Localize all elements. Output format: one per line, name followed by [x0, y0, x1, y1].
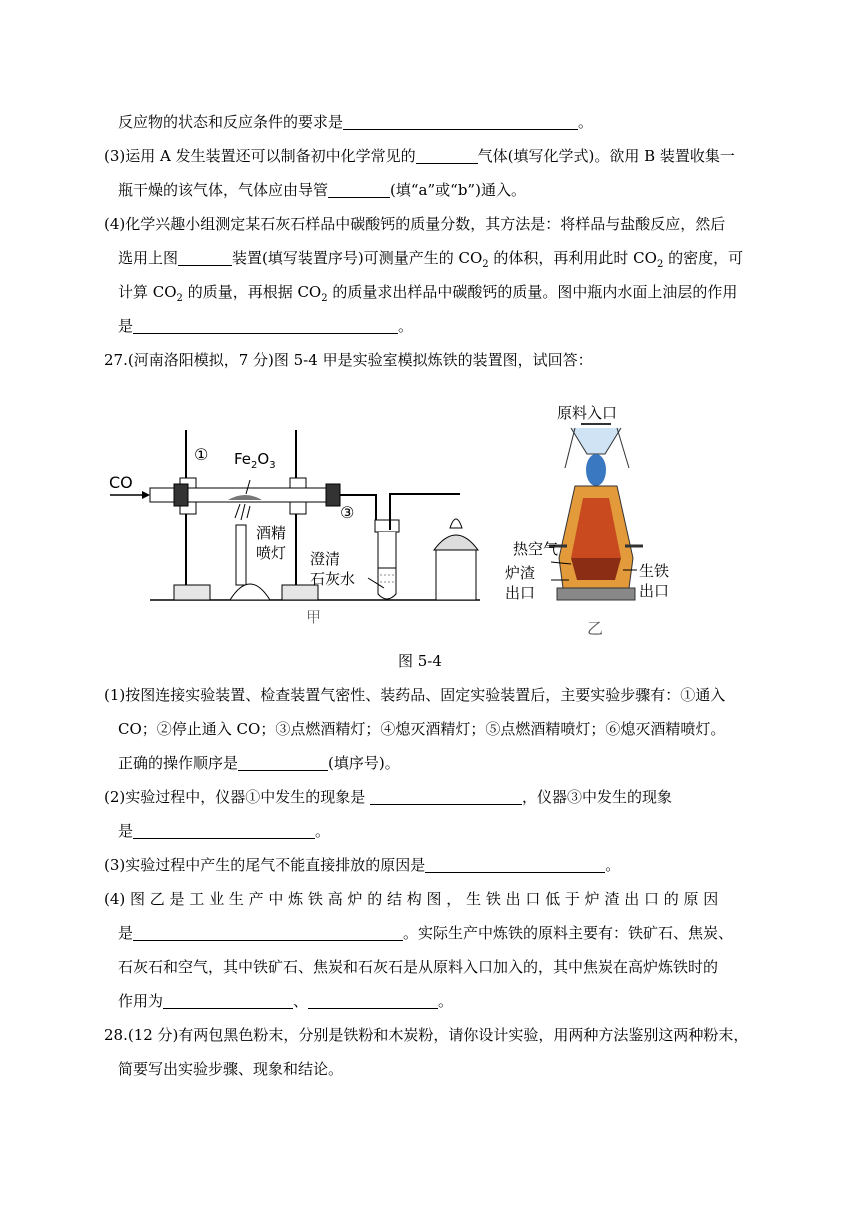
answer-blank[interactable]	[416, 149, 478, 164]
yi-label: 乙	[587, 619, 604, 638]
jia-label: 甲	[306, 608, 322, 626]
q27-part3: (3)实验过程中产生的尾气不能直接排放的原因是 。	[104, 856, 621, 874]
answer-blank[interactable]	[133, 926, 403, 941]
circle-label-1: ①	[194, 445, 209, 464]
q27-part1-line2: CO；②停止通入 CO；③点燃酒精灯；④熄灭酒精灯；⑤点燃酒精喷灯；⑥熄灭酒精喷灯。	[118, 720, 726, 738]
q28-line2: 简要写出实验步骤、现象和结论。	[118, 1060, 344, 1078]
q27-part1-line1: (1)按图连接实验装置、检查装置气密性、装药品、固定实验装置后，主要实验步骤有：①通入	[104, 686, 726, 704]
q27-part4-line1: (4) 图 乙 是 工 业 生 产 中 炼 铁 高 炉 的 结 构 图 ， 生 铁 出 口 低 于 炉 渣 出 口 的 原 因	[104, 890, 719, 908]
answer-blank[interactable]	[308, 994, 438, 1009]
q26-part4-line1: (4)化学兴趣小组测定某石灰石样品中碳酸钙的质量分数，其方法是：将样品与盐酸反应，然后	[104, 215, 726, 233]
q28-line1: 28.(12 分)有两包黑色粉末，分别是铁粉和木炭粉，请你设计实验，用两种方法鉴别这两种粉末，	[104, 1026, 749, 1044]
q26-part3-line1: (3)运用 A 发生装置还可以制备初中化学常见的 气体(填写化学式)。欲用 B 装置收集一	[104, 147, 735, 165]
fe2o3-label: $Fe_2O_3$	[234, 450, 276, 471]
answer-blank[interactable]	[133, 319, 398, 334]
answer-blank[interactable]	[328, 183, 390, 198]
iron-outlet-label-2: 出口	[639, 582, 670, 600]
q26-part4-line3: 计算 $CO_2$ 的质量，再根据 $CO_2$ 的质量求出样品中碳酸钙的质量。图中瓶内水面上油层的作用	[118, 283, 738, 304]
answer-blank[interactable]	[238, 756, 328, 771]
q27-part4-line3: 石灰石和空气，其中铁矿石、焦炭和石灰石是从原料入口加入的，其中焦炭在高炉炼铁时的	[118, 958, 719, 976]
answer-blank[interactable]	[425, 858, 605, 873]
q26-part4-line2: 选用上图 装置(填写装置序号)可测量产生的 $CO_2$ 的体积，再利用此时 $CO_2$ 的密度，可	[118, 249, 744, 270]
figure-yi	[505, 398, 685, 638]
answer-blank[interactable]	[178, 251, 232, 266]
figure-caption: 图 5-4	[398, 652, 442, 670]
co-label: CO	[109, 473, 133, 492]
q27-part4-line2: 是 。实际生产中炼铁的原料主要有：铁矿石、焦炭、	[118, 924, 734, 942]
q27-part2-line2: 是 。	[118, 822, 331, 840]
q26-part3-line2: 瓶干燥的该气体，气体应由导管 (填“a”或“b”)通入。	[118, 181, 526, 199]
q26-part4-line4: 是 。	[118, 317, 414, 335]
iron-outlet-label-1: 生铁	[639, 562, 670, 580]
q27-heading: 27.(河南洛阳模拟，7 分)图 5-4 甲是实验室模拟炼铁的装置图，试回答：	[104, 351, 593, 369]
q26-line-cont: 反应物的状态和反应条件的要求是 。	[118, 113, 594, 131]
lime-label-line2: 石灰水	[310, 570, 356, 588]
lime-label-line1: 澄清	[310, 550, 341, 568]
answer-blank[interactable]	[343, 115, 578, 130]
answer-blank[interactable]	[163, 994, 293, 1009]
slag-outlet-label-2: 出口	[505, 584, 536, 602]
answer-blank[interactable]	[370, 790, 522, 805]
figure-jia	[100, 420, 490, 630]
hot-air-label: 热空气	[513, 540, 559, 558]
q27-part4-line4: 作用为 、 。	[118, 992, 454, 1010]
inlet-label: 原料入口	[557, 404, 618, 422]
lamp-label-line1: 酒精	[256, 524, 287, 542]
q27-part1-line3: 正确的操作顺序是 (填序号)。	[118, 754, 400, 772]
answer-blank[interactable]	[133, 824, 315, 839]
q27-part2-line1: (2)实验过程中，仪器①中发生的现象是 ，仪器③中发生的现象	[104, 788, 673, 806]
slag-outlet-label-1: 炉渣	[505, 564, 536, 582]
circle-label-3: ③	[340, 503, 355, 522]
lamp-label-line2: 喷灯	[256, 544, 287, 562]
